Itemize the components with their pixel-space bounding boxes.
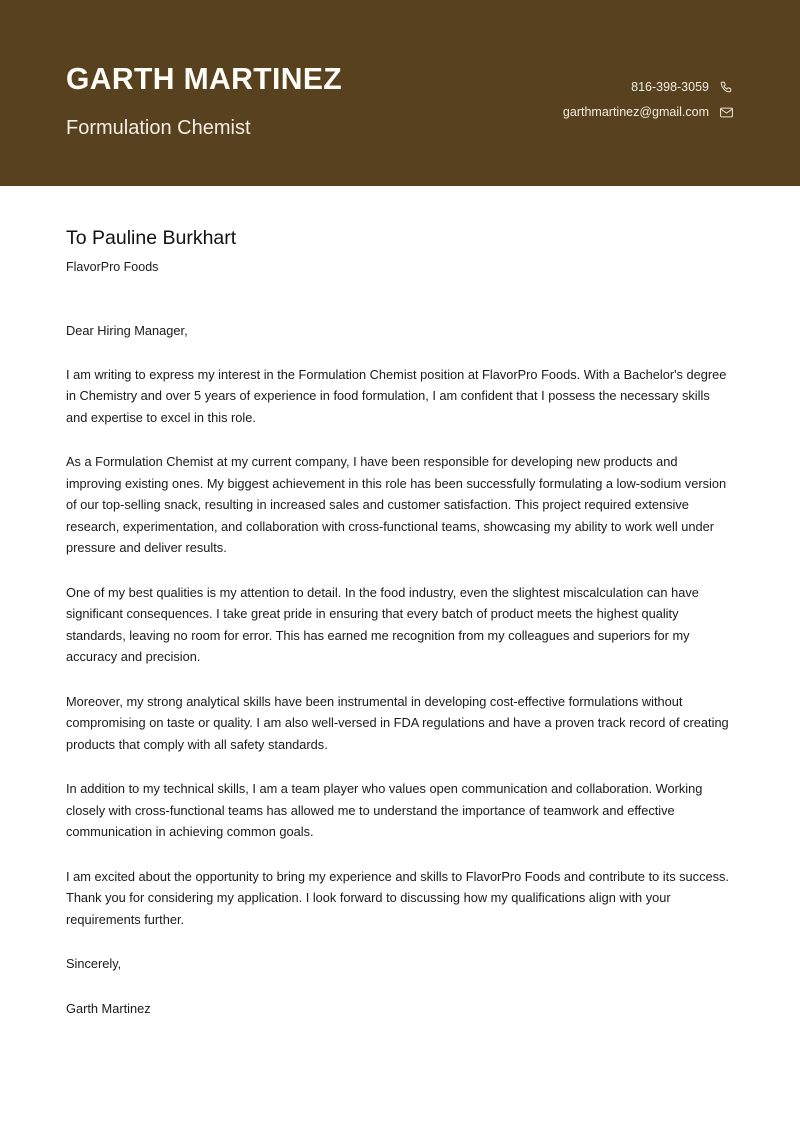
phone-icon (719, 80, 734, 95)
letter-paragraph: Moreover, my strong analytical skills have been instrumental in developing cost-effective formulations without compromising on taste or quality. I am also well-versed in FDA regulations and have a proven track record of creating products that comply with all safety standards. (66, 693, 729, 752)
contact-email-value: garthmartinez@gmail.com (562, 105, 709, 120)
header-identity (66, 46, 351, 140)
salutation: Dear Hiring Manager, (66, 322, 188, 338)
contact-email[interactable] (563, 105, 734, 120)
letter-paragraph: I am excited about the opportunity to bring my experience and skills to FlavorPro Foods and contribute to its success. Thank you for considering my application. I look forward to discussing how my qualifications align with your requirements further. (66, 868, 729, 927)
contact-phone[interactable] (631, 80, 734, 95)
letter-header (0, 0, 800, 186)
closing-line: Sincerely, (66, 956, 122, 972)
applicant-job-title: Formulation Chemist (66, 117, 251, 140)
letter-paragraphs (66, 364, 734, 931)
signature-name: Garth Martinez (66, 1000, 151, 1016)
recipient-block (66, 226, 734, 276)
letter-paragraph: One of my best qualities is my attention to detail. In the food industry, even the slightest miscalculation can have significant consequences. I take great pride in ensuring that every batch of product meets the highest quality standards, leaving no room for error. This has earned me recognition from my colleagues and superiors for my accuracy and precision. (66, 584, 699, 665)
mail-icon (719, 105, 734, 120)
letter-paragraph: I am writing to express my interest in the Formulation Chemist position at FlavorPro Foods. With a Bachelor's degree in Chemistry and over 5 years of experience in food formulation, I am confident that I possess the necessary skills and expertise to excel in this role. (66, 366, 727, 425)
letter-paragraph: In addition to my technical skills, I am a team player who values open communication and collaboration. Working closely with cross-functional teams has allowed me to understand the importance of teamwork and effective communication in achieving common goals. (66, 781, 703, 840)
contact-list (563, 66, 734, 120)
letter-paragraph: As a Formulation Chemist at my current company, I have been responsible for developing new products and improving existing ones. My biggest achievement in this role has been successfully formulating a low-sodium version of our top-selling snack, resulting in increased sales and customer satisfaction. This project required extensive research, experimentation, and collaboration with cross-functional teams, showcasing my ability to work well under pressure and deliver results. (66, 454, 727, 556)
letter-body-container (0, 186, 800, 1019)
recipient-name: To Pauline Burkhart (66, 227, 237, 249)
applicant-name: GARTH MARTINEZ (66, 60, 343, 96)
recipient-company: FlavorPro Foods (66, 260, 159, 275)
contact-phone-value: 816-398-3059 (631, 80, 709, 95)
